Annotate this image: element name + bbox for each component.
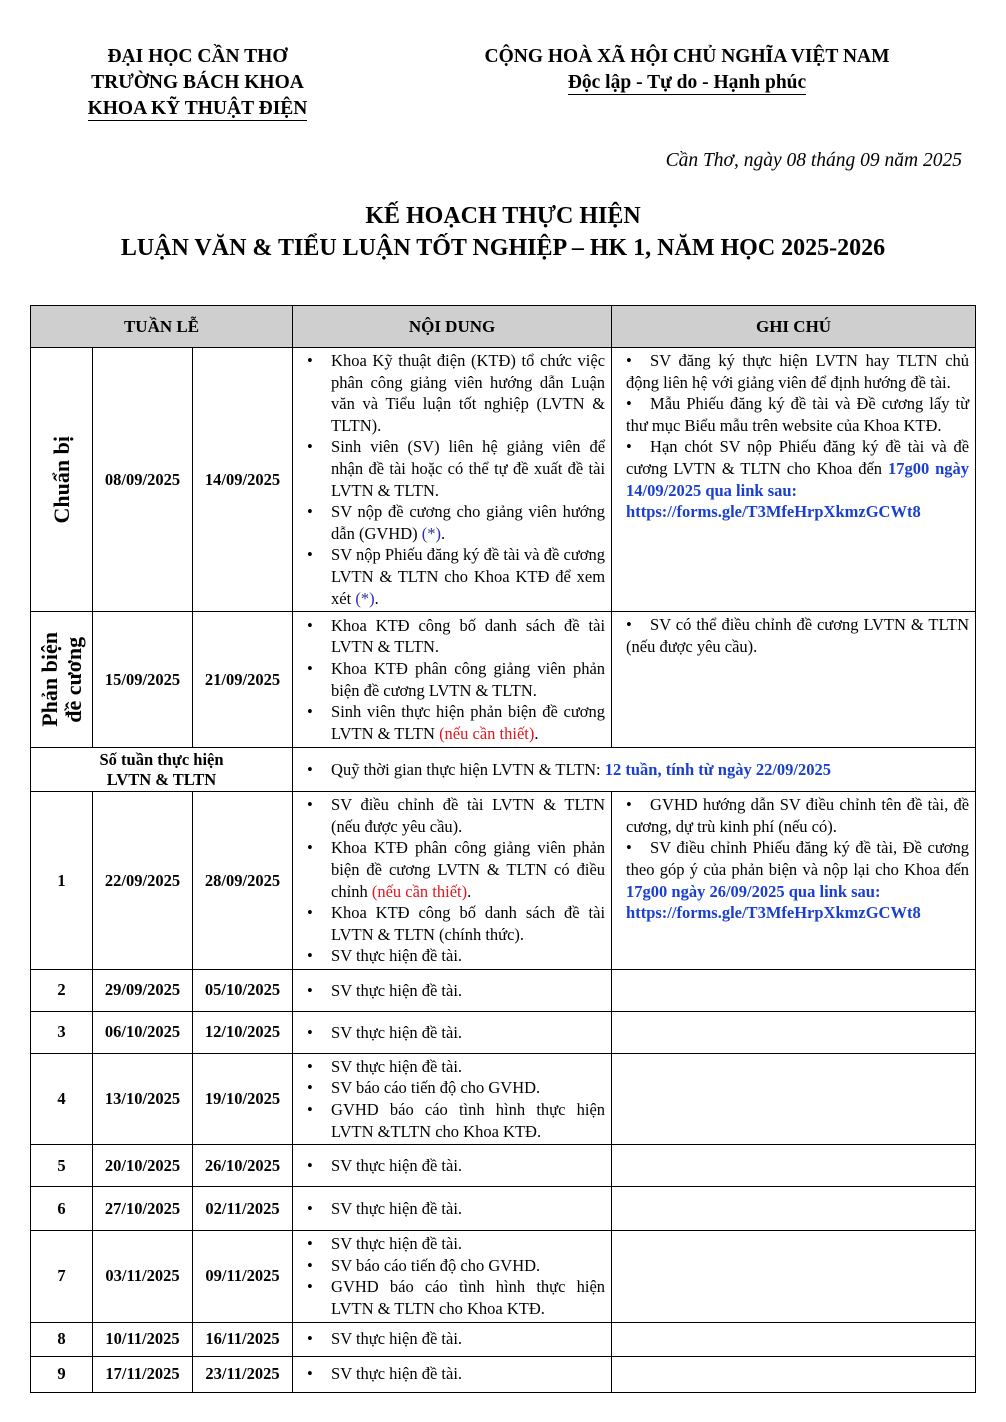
note-cell <box>612 792 976 970</box>
form-link[interactable]: https://forms.gle/T3MfeHrpXkmzGCWt8 <box>626 502 921 522</box>
header-content: NỘI DUNG <box>293 306 612 348</box>
footnote-mark: (*) <box>355 588 375 608</box>
content-cell <box>293 1053 612 1144</box>
list-item: • SV thực hiện đề tài. <box>305 1233 605 1255</box>
start-date: 29/09/2025 <box>93 969 193 1011</box>
list-item: • SV thực hiện đề tài. <box>305 1056 605 1078</box>
list-item: • SV nộp Phiếu đăng ký đề tài và đề cương LVTN & TLTN cho Khoa KTĐ để xem xét (*). <box>305 544 605 609</box>
note-cell <box>612 1356 976 1392</box>
list-item: • SV thực hiện đề tài. <box>305 980 605 1002</box>
content-cell <box>293 969 612 1011</box>
list-item: • SV thực hiện đề tài. <box>305 1363 605 1385</box>
note-cell <box>612 612 976 748</box>
list-item: • SV thực hiện đề tài. <box>305 1198 605 1220</box>
list-item: • Khoa KTĐ công bố danh sách đề tài LVTN & TLTN (chính thức). <box>305 902 605 945</box>
list-item: • Khoa KTĐ công bố danh sách đề tài LVTN & TLTN. <box>305 615 605 658</box>
header-note: GHI CHÚ <box>612 306 976 348</box>
week-number: 8 <box>31 1322 93 1356</box>
content-cell <box>293 1011 612 1053</box>
school-name: TRƯỜNG BÁCH KHOA <box>91 72 304 93</box>
list-item: • Khoa KTĐ phân công giảng viên phản biện đề cương LVTN & TLTN. <box>305 658 605 701</box>
phase-label: Chuẩn bị <box>48 435 74 524</box>
content-cell <box>293 1231 612 1322</box>
note-item: • SV điều chỉnh Phiếu đăng ký đề tài, Đề cương theo góp ý của phản biện và nộp lại cho Khoa đến 17g00 ngày 26/09/2025 qua link sau: https://forms.gle/T3MfeHrpXkmzGCWt8 <box>626 838 970 923</box>
header-week: TUẦN LỄ <box>31 306 293 348</box>
end-date: 05/10/2025 <box>193 969 293 1011</box>
table-row-week-1 <box>31 792 976 970</box>
title-line-2: LUẬN VĂN & TIỂU LUẬN TỐT NGHIỆP – HK 1, NĂM HỌC 2025-2026 <box>120 235 886 261</box>
national-motto: Độc lập - Tự do - Hạnh phúc <box>567 72 807 93</box>
table-header-row <box>31 306 976 348</box>
start-date: 13/10/2025 <box>93 1053 193 1144</box>
content-cell <box>293 792 612 970</box>
content-cell <box>293 1356 612 1392</box>
end-date: 28/09/2025 <box>193 792 293 970</box>
start-date: 27/10/2025 <box>93 1187 193 1231</box>
start-date: 22/09/2025 <box>93 792 193 970</box>
note-cell <box>612 1187 976 1231</box>
footnote-mark: (*) <box>421 523 442 543</box>
note-cell <box>612 1145 976 1187</box>
week-number: 2 <box>31 969 93 1011</box>
content-cell <box>293 1187 612 1231</box>
list-item: • SV nộp đề cương cho giảng viên hướng dẫn (GVHD) (*). <box>305 501 605 544</box>
duration-content <box>293 748 976 792</box>
list-item: • SV báo cáo tiến độ cho GVHD. <box>305 1255 605 1277</box>
list-item: • Sinh viên thực hiện phản biện đề cương LVTN & TLTN (nếu cần thiết). <box>305 701 605 744</box>
list-item: • SV điều chỉnh đề tài LVTN & TLTN (nếu được yêu cầu). <box>305 794 605 837</box>
phase-label: Phản biện đề cương <box>36 632 86 727</box>
table-row-week <box>31 1231 976 1322</box>
end-date: 19/10/2025 <box>193 1053 293 1144</box>
start-date: 17/11/2025 <box>93 1356 193 1392</box>
week-number: 9 <box>31 1356 93 1392</box>
table-row-week <box>31 1145 976 1187</box>
form-link[interactable]: https://forms.gle/T3MfeHrpXkmzGCWt8 <box>626 903 921 923</box>
end-date: 26/10/2025 <box>193 1145 293 1187</box>
end-date: 02/11/2025 <box>193 1187 293 1231</box>
week-number: 7 <box>31 1231 93 1322</box>
note-cell <box>612 1053 976 1144</box>
note-item: • SV có thể điều chỉnh đề cương LVTN & TLTN (nếu được yêu cầu). <box>626 615 970 656</box>
document-date: Cần Thơ, ngày 08 tháng 09 năm 2025 <box>665 150 962 171</box>
duration-label: Số tuần thực hiện LVTN & TLTN <box>31 748 293 792</box>
title-line-1: KẾ HOẠCH THỰC HIỆN <box>365 203 641 229</box>
start-date: 06/10/2025 <box>93 1011 193 1053</box>
note-cell <box>612 969 976 1011</box>
list-item: • Khoa Kỹ thuật điện (KTĐ) tổ chức việc phân công giảng viên hướng dẫn Luận văn và Tiểu luận tốt nghiệp (LVTN & TLTN). <box>305 350 605 436</box>
end-date: 16/11/2025 <box>193 1322 293 1356</box>
table-row-week <box>31 969 976 1011</box>
table-row-week <box>31 1187 976 1231</box>
list-item: • GVHD báo cáo tình hình thực hiện LVTN & TLTN cho Khoa KTĐ. <box>305 1276 605 1319</box>
document-title <box>0 200 1006 264</box>
table-row-week <box>31 1322 976 1356</box>
note-item: • Hạn chót SV nộp Phiếu đăng ký đề tài và đề cương LVTN & TLTN cho Khoa đến 17g00 ngày 14/09/2025 qua link sau: https://forms.gle/T3MfeHrpXkmzGCWt8 <box>626 437 970 522</box>
end-date: 09/11/2025 <box>193 1231 293 1322</box>
list-item: • SV thực hiện đề tài. <box>305 945 605 967</box>
week-number: 1 <box>31 792 93 970</box>
phase-label-cell <box>31 612 93 748</box>
content-cell <box>293 612 612 748</box>
start-date: 03/11/2025 <box>93 1231 193 1322</box>
start-date: 08/09/2025 <box>93 348 193 612</box>
table-row-week <box>31 1053 976 1144</box>
end-date: 23/11/2025 <box>193 1356 293 1392</box>
faculty-name: KHOA KỸ THUẬT ĐIỆN <box>87 98 308 119</box>
institution-header <box>40 44 355 122</box>
table-row-review <box>31 612 976 748</box>
list-item: • SV thực hiện đề tài. <box>305 1155 605 1177</box>
list-item: • Sinh viên (SV) liên hệ giảng viên để nhận đề tài hoặc có thể tự đề xuất đề tài LVTN & TLTN. <box>305 436 605 501</box>
week-number: 4 <box>31 1053 93 1144</box>
table-row-duration <box>31 748 976 792</box>
list-item: • SV thực hiện đề tài. <box>305 1022 605 1044</box>
week-number: 6 <box>31 1187 93 1231</box>
country-name: CỘNG HOÀ XÃ HỘI CHỦ NGHĨA VIỆT NAM <box>484 46 890 67</box>
table-row-week <box>31 1011 976 1053</box>
note-item: • Mẫu Phiếu đăng ký đề tài và Đề cương lấy từ thư mục Biểu mẫu trên website của Khoa KTĐ. <box>626 394 970 435</box>
start-date: 20/10/2025 <box>93 1145 193 1187</box>
week-number: 5 <box>31 1145 93 1187</box>
table-row-week <box>31 1356 976 1392</box>
note-cell <box>612 1011 976 1053</box>
note-cell <box>612 1231 976 1322</box>
content-cell <box>293 348 612 612</box>
list-item: • Khoa KTĐ phân công giảng viên phản biện đề cương LVTN & TLTN có điều chỉnh (nếu cần thiết). <box>305 837 605 902</box>
phase-label-cell <box>31 348 93 612</box>
list-item: • SV báo cáo tiến độ cho GVHD. <box>305 1077 605 1099</box>
schedule-table <box>30 305 976 1393</box>
start-date: 10/11/2025 <box>93 1322 193 1356</box>
start-date: 15/09/2025 <box>93 612 193 748</box>
week-number: 3 <box>31 1011 93 1053</box>
national-header <box>392 44 982 96</box>
university-name: ĐẠI HỌC CẦN THƠ <box>107 46 288 67</box>
content-cell <box>293 1322 612 1356</box>
table-row-prep <box>31 348 976 612</box>
note-item: • GVHD hướng dẫn SV điều chỉnh tên đề tài, đề cương, dự trù kinh phí (nếu có). <box>626 795 970 836</box>
end-date: 21/09/2025 <box>193 612 293 748</box>
list-item: • Quỹ thời gian thực hiện LVTN & TLTN: 12 tuần, tính từ ngày 22/09/2025 <box>305 759 969 781</box>
note-item: • SV đăng ký thực hiện LVTN hay TLTN chủ động liên hệ với giảng viên để định hướng đề tài. <box>626 351 970 392</box>
list-item: • SV thực hiện đề tài. <box>305 1328 605 1350</box>
end-date: 12/10/2025 <box>193 1011 293 1053</box>
list-item: • GVHD báo cáo tình hình thực hiện LVTN &TLTN cho Khoa KTĐ. <box>305 1099 605 1142</box>
end-date: 14/09/2025 <box>193 348 293 612</box>
content-cell <box>293 1145 612 1187</box>
note-cell <box>612 348 976 612</box>
note-cell <box>612 1322 976 1356</box>
